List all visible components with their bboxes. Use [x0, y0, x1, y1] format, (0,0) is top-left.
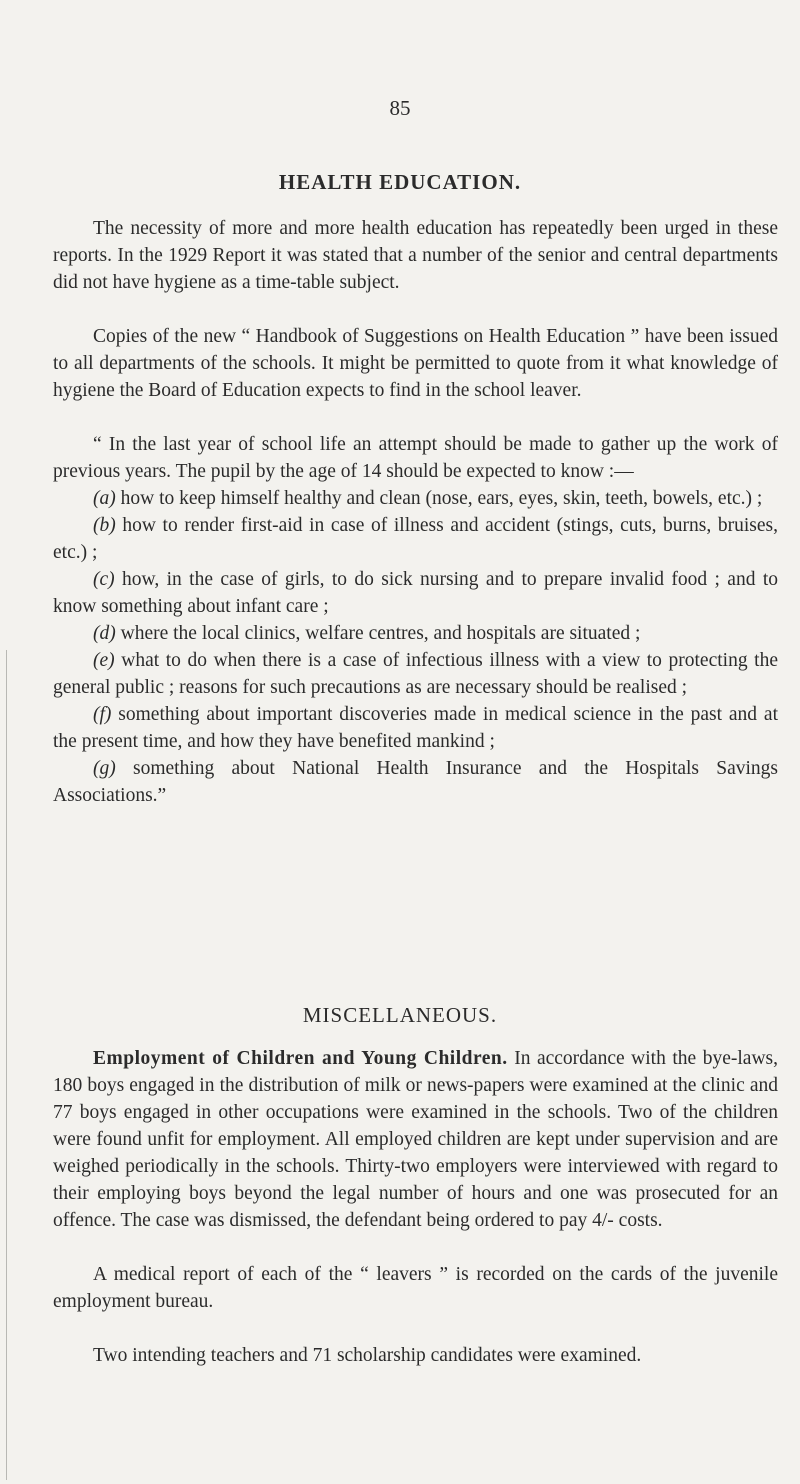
list-item-f: (f) something about important discoveries made in medical science in the past and at the present time, and how they have benefited mankind ; — [53, 704, 778, 752]
list-item-c: (c) how, in the case of girls, to do sick nursing and to prepare invalid food ; and to know something about infant care ; — [53, 569, 778, 617]
health-paragraph-2: Copies of the new “ Handbook of Suggestions on Health Education ” have been issued to all departments of the schools. It might be permitted to quote from it what knowledge of hygiene the Board of Education expects to find in the school leaver. — [53, 326, 778, 401]
health-paragraph-1: The necessity of more and more health education has repeatedly been urged in these reports. In the 1929 Report it was stated that a number of the senior and central departments did not have hygiene as a time-table subject. — [53, 218, 778, 293]
list-item-e: (e) what to do when there is a case of infectious illness with a view to protecting the general public ; reasons for such precautions as are necessary should be realised ; — [53, 650, 778, 698]
miscellaneous-section — [53, 1045, 778, 1369]
employment-paragraph: Employment of Children and Young Children. In accordance with the bye-laws, 180 boys engaged in the distribution of milk or news-papers were examined at the clinic and 77 boys engaged in other occupations were examined in the schools. Two of the children were found unfit for employment. All employed children are kept under supervision and are weighed periodically in the schools. Thirty-two employers were interviewed with regard to their employing boys beyond the legal number of hours and one was prosecuted for an offence. The case was dismissed, the defendant being ordered to pay 4/- costs. — [53, 1048, 778, 1231]
health-section — [53, 215, 778, 809]
miscellaneous-heading: MISCELLANEOUS. — [302, 1003, 498, 1027]
teachers-paragraph: Two intending teachers and 71 scholarship candidates were examined. — [93, 1345, 642, 1366]
list-item-b: (b) how to render first-aid in case of illness and accident (stings, cuts, burns, bruises, etc.) ; — [53, 515, 778, 563]
page-edge-line — [6, 650, 7, 1480]
leavers-paragraph: A medical report of each of the “ leavers ” is recorded on the cards of the juvenile employment bureau. — [53, 1264, 778, 1312]
list-item-d: (d) where the local clinics, welfare centres, and hospitals are situated ; — [93, 623, 641, 644]
list-item-g: (g) something about National Health Insurance and the Hospitals Savings Associations.” — [53, 758, 778, 806]
health-education-heading: HEALTH EDUCATION. — [278, 170, 522, 194]
list-item-a: (a) how to keep himself healthy and clean (nose, ears, eyes, skin, teeth, bowels, etc.) ; — [93, 488, 763, 509]
page-number: 85 — [389, 96, 411, 120]
employment-run-in-heading: Employment of Children and Young Children. — [93, 1048, 508, 1069]
quote-intro: “ In the last year of school life an attempt should be made to gather up the work of previous years. The pupil by the age of 14 should be expected to know :— — [53, 434, 778, 482]
